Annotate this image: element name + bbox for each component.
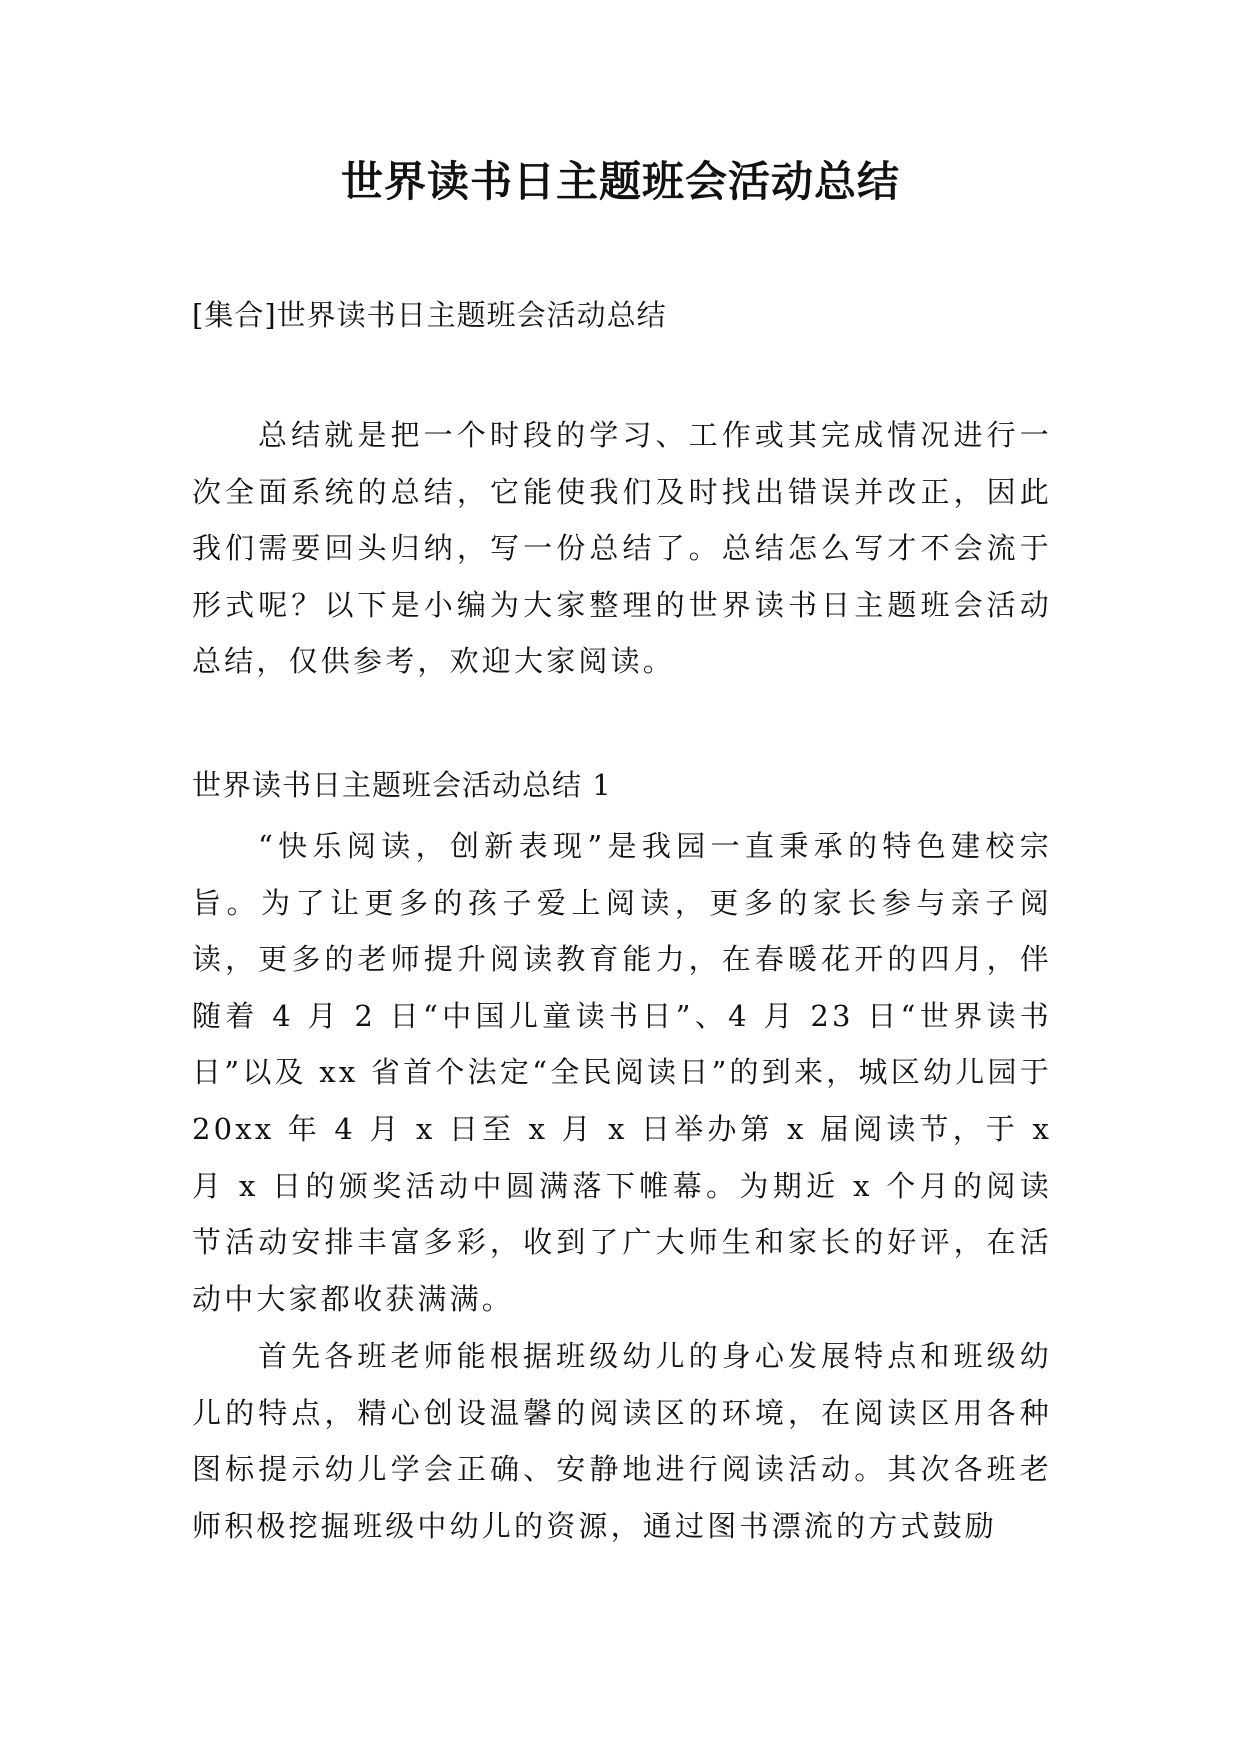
- body-paragraph-1: “快乐阅读，创新表现”是我园一直秉承的特色建校宗旨。为了让更多的孩子爱上阅读，更多的家长参与亲子阅读，更多的老师提升阅读教育能力，在春暖花开的四月，伴随着 4 月 2 日“中国儿童读书日”、4 月 23 日“世界读书日”以及 xx 省首个法定“全民阅读日”的到来，城区幼儿园于 20xx 年 4 月 x 日至 x 月 x 日举办第 x 届阅读节，于 x 月 x 日的颁奖活动中圆满落下帷幕。为期近 x 个月的阅读节活动安排丰富多彩，收到了广大师生和家长的好评，在活动中大家都收获满满。: [192, 829, 1052, 1316]
- section-heading: 世界读书日主题班会活动总结 1: [192, 768, 612, 802]
- intro-paragraph: 总结就是把一个时段的学习、工作或其完成情况进行一次全面系统的总结，它能使我们及时找出错误并改正，因此我们需要回头归纳，写一份总结了。总结怎么写才不会流于形式呢？以下是小编为大家整理的世界读书日主题班会活动总结，仅供参考，欢迎大家阅读。: [192, 418, 1052, 679]
- body-paragraph-2: 首先各班老师能根据班级幼儿的身心发展特点和班级幼儿的特点，精心创设温馨的阅读区的环境，在阅读区用各种图标提示幼儿学会正确、安静地进行阅读活动。其次各班老师积极挖掘班级中幼儿的资源，通过图书漂流的方式鼓励: [192, 1339, 1052, 1543]
- document-subtitle: [集合]世界读书日主题班会活动总结: [192, 298, 667, 332]
- document-title: 世界读书日主题班会活动总结: [340, 157, 900, 206]
